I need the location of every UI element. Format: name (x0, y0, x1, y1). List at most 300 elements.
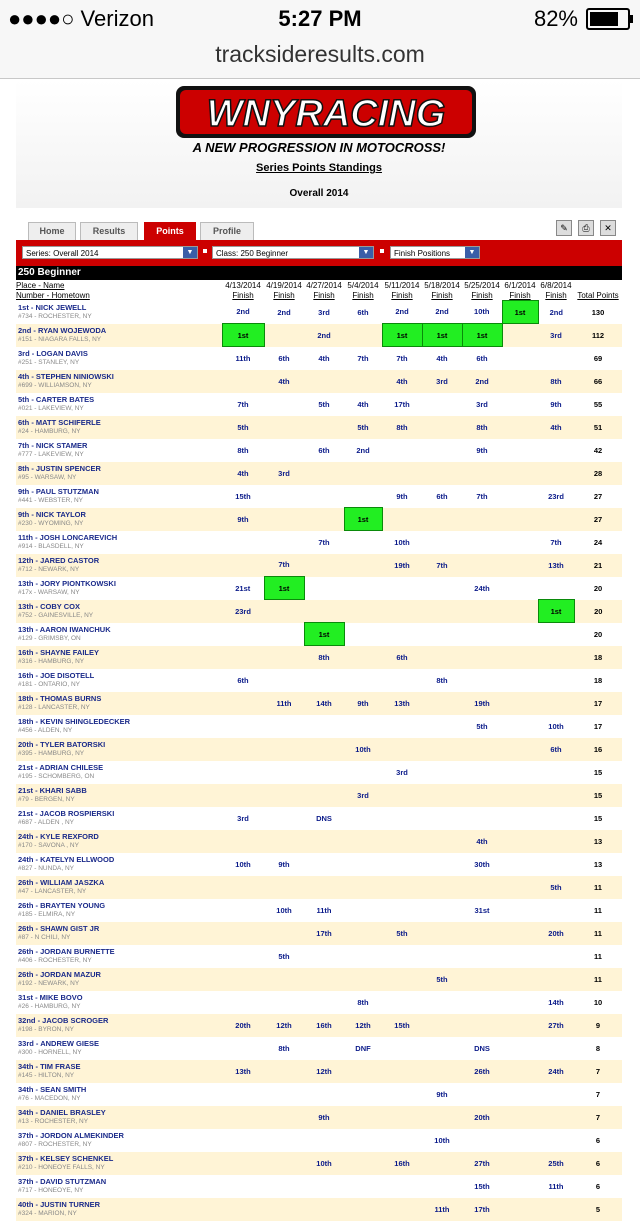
finish-cell: 6th (318, 445, 330, 455)
finish-cell (462, 922, 502, 945)
finish-cell (502, 623, 538, 646)
finish-cell (422, 945, 462, 968)
tab-results[interactable]: Results (80, 222, 138, 241)
finish-cell (502, 1152, 538, 1175)
finish-header[interactable]: Finish (273, 290, 295, 300)
finish-header[interactable]: Finish (391, 290, 413, 300)
finish-cell (344, 370, 382, 393)
finish-cell (304, 738, 344, 761)
excel-icon[interactable]: ✕ (600, 220, 616, 236)
finish-cell (422, 393, 462, 416)
page-content (16, 80, 622, 1217)
finish-cell (382, 991, 422, 1014)
table-row (16, 784, 622, 807)
finish-cell: 20th (462, 1106, 502, 1129)
chevron-down-icon: ▼ (465, 247, 479, 258)
standings-table (16, 280, 622, 1221)
rider-hometown: #24 - HAMBURG, NY (18, 427, 81, 435)
finish-cell (502, 899, 538, 922)
finish-cell: 25th (538, 1152, 574, 1175)
rider-name-link[interactable]: 20th - TYLER BATORSKI (18, 739, 106, 749)
date-header: 6/8/2014 (540, 280, 572, 290)
rider-hometown: #128 - LANCASTER, NY (18, 703, 90, 711)
total-points-cell: 7 (574, 1060, 622, 1083)
rider-cell (16, 738, 222, 761)
finish-cell (502, 669, 538, 692)
rider-hometown: #456 - ALDEN, NY (18, 726, 73, 734)
finish-cell (222, 715, 264, 738)
finish-cell (422, 738, 462, 761)
rider-name-link[interactable]: 26th - JORDAN MAZUR (18, 969, 101, 979)
rider-name-link[interactable]: 13th - COBY COX (18, 601, 80, 611)
finish-cell: 23rd (548, 491, 564, 501)
rider-name-link[interactable]: 9th - PAUL STUTZMAN (18, 486, 99, 496)
rider-name-link[interactable]: 2nd - RYAN WOJEWODA (18, 325, 107, 335)
finish-cell: 9th (476, 445, 488, 455)
finish-cell (382, 945, 422, 968)
finish-cell: 5th (278, 951, 290, 961)
finish-cell (264, 830, 304, 853)
rider-name-link[interactable]: 7th - NICK STAMER (18, 440, 88, 450)
rider-cell (16, 301, 222, 324)
finish-cell: 6th (237, 675, 249, 685)
table-row (16, 1152, 622, 1175)
table-row (16, 1198, 622, 1221)
finish-cell (222, 1083, 264, 1106)
total-points-cell: 13 (574, 830, 622, 853)
rider-name-link[interactable]: 3rd - LOGAN DAVIS (18, 348, 88, 358)
finish-cell (502, 1129, 538, 1152)
table-row (16, 761, 622, 784)
finish-cell: 10th (344, 738, 382, 761)
finish-cell (222, 1198, 264, 1221)
finish-cell: 3rd (396, 767, 408, 777)
finish-cell (422, 991, 462, 1014)
finish-cell: 9th (436, 1089, 448, 1099)
rider-hometown: #752 - GAINESVILLE, NY (18, 611, 94, 619)
finish-cell: 3rd (237, 813, 249, 823)
finish-cell: 4th (382, 370, 422, 393)
finish-cell (538, 807, 574, 830)
finish-cell (538, 761, 574, 784)
page-subtitle[interactable]: Series Points Standings (256, 162, 382, 174)
finish-cell (422, 899, 462, 922)
finish-cell: 8th (357, 997, 369, 1007)
date-header: 4/27/2014 (306, 280, 342, 290)
finish-cell (264, 324, 304, 347)
total-points-cell: 18 (574, 646, 622, 669)
tab-home[interactable]: Home (28, 222, 76, 241)
rider-cell (16, 807, 222, 830)
rider-hometown: #827 - NUNDA, NY (18, 864, 74, 872)
total-points-cell: 28 (574, 462, 622, 485)
finish-cell (264, 968, 304, 991)
rider-hometown: #185 - ELMIRA, NY (18, 910, 76, 918)
finish-cell: 10th (276, 905, 292, 915)
rider-name-link[interactable]: 5th - CARTER BATES (18, 394, 95, 404)
rider-name-link[interactable]: 13th - AARON IWANCHUK (18, 624, 111, 634)
finish-cell: 8th (436, 675, 448, 685)
rider-cell (16, 761, 222, 784)
finish-header[interactable]: Finish (232, 290, 254, 300)
rider-name-link[interactable]: 26th - BRAYTEN YOUNG (18, 900, 106, 910)
total-points-cell: 11 (594, 951, 602, 961)
finish-cell: 3rd (422, 370, 462, 393)
rider-hometown: #734 - ROCHESTER, NY (18, 312, 92, 320)
finish-cell (264, 646, 304, 669)
print-icon[interactable]: ⎙ (578, 220, 594, 236)
finish-cell (502, 1037, 538, 1060)
finish-cell (462, 761, 502, 784)
finish-cell: 2nd (236, 307, 250, 317)
table-row (16, 347, 622, 370)
finish-header[interactable]: Finish (545, 290, 567, 300)
rider-name-link[interactable]: 21st - ADRIAN CHILESE (18, 762, 104, 772)
finish-header[interactable]: Finish (431, 290, 453, 300)
finish-cell (222, 623, 264, 646)
table-row (16, 738, 622, 761)
finish-header[interactable]: Finish (509, 290, 531, 300)
finish-cell (422, 462, 462, 485)
rider-name-link[interactable]: 18th - THOMAS BURNS (18, 693, 102, 703)
finish-cell (264, 761, 304, 784)
finish-cell (502, 600, 538, 623)
rider-hometown: #192 - NEWARK, NY (18, 979, 80, 987)
finish-cell (382, 738, 422, 761)
finish-cell: 5th (538, 876, 574, 899)
toolbar-icons (556, 220, 616, 236)
clock: 5:27 PM (278, 6, 362, 31)
rider-name-link[interactable]: 16th - JOE DISOTELL (18, 670, 95, 680)
finish-cell (222, 876, 264, 899)
rider-hometown: #807 - ROCHESTER, NY (18, 1140, 92, 1148)
rider-name-link[interactable]: 34th - DANIEL BRASLEY (18, 1107, 106, 1117)
rider-cell (16, 393, 222, 416)
rider-name-link[interactable]: 26th - SHAWN GIST JR (18, 923, 100, 933)
finish-cell: 27th (538, 1014, 574, 1037)
finish-cell (502, 1060, 538, 1083)
rider-name-link[interactable]: 21st - KHARI SABB (18, 785, 87, 795)
finish-cell: 16th (382, 1152, 422, 1175)
finish-cell (264, 1129, 304, 1152)
finish-cell (502, 761, 538, 784)
finish-cell (538, 692, 574, 715)
table-row (16, 577, 622, 600)
finish-cell (344, 1152, 382, 1175)
number-hometown-header[interactable]: Number - Hometown (16, 290, 90, 300)
finish-cell (304, 600, 344, 623)
finish-header[interactable]: Finish (313, 290, 335, 300)
finish-cell (538, 577, 574, 600)
finish-cell: 24th (474, 583, 490, 593)
finish-cell: 12th (264, 1014, 304, 1037)
finish-cell (538, 830, 574, 853)
rider-name-link[interactable]: 18th - KEVIN SHINGLEDECKER (18, 716, 131, 726)
total-points-cell: 15 (574, 784, 622, 807)
rider-name-link[interactable]: 31st - MIKE BOVO (18, 992, 83, 1002)
rider-cell (16, 347, 222, 370)
finish-cell: 19th (382, 554, 422, 577)
rider-hometown: #129 - GRIMSBY, ON (18, 634, 81, 642)
total-points-cell: 11 (574, 968, 622, 991)
rider-name-link[interactable]: 40th - JUSTIN TURNER (18, 1199, 101, 1209)
finish-cell (538, 968, 574, 991)
rider-cell (16, 991, 222, 1014)
edit-icon[interactable]: ✎ (556, 220, 572, 236)
finish-cell (502, 968, 538, 991)
finish-cell (502, 646, 538, 669)
total-points-cell: 18 (593, 675, 603, 685)
rider-hometown: #777 - LAKEVIEW, NY (18, 450, 84, 458)
rider-cell (16, 945, 222, 968)
finish-cell (304, 784, 344, 807)
total-points-header[interactable]: Total Points (577, 290, 619, 300)
rider-hometown: #021 - LAKEVIEW, NY (18, 404, 84, 412)
finish-cell: 5th (318, 399, 330, 409)
finish-cell: 4th (222, 462, 264, 485)
rider-name-link[interactable]: 4th - STEPHEN NINIOWSKI (18, 371, 114, 381)
finish-cell: 7th (237, 399, 249, 409)
finish-cell (264, 669, 304, 692)
finish-cell: 1st (538, 600, 574, 623)
finish-cell: 4th (264, 370, 304, 393)
finish-cell (264, 738, 304, 761)
finish-cell (304, 968, 344, 991)
finish-cell (462, 876, 502, 899)
rider-hometown: #79 - BERGEN, NY (18, 795, 75, 803)
finish-cell (382, 1060, 422, 1083)
tab-profile[interactable]: Profile (200, 222, 254, 241)
finish-cell (222, 1037, 264, 1060)
finish-cell (422, 853, 462, 876)
rider-cell (16, 715, 222, 738)
table-row (16, 899, 622, 922)
finish-cell (382, 876, 422, 899)
finish-cell: 8th (462, 416, 502, 439)
finish-cell: 2nd (435, 307, 449, 317)
finish-cell (462, 1129, 502, 1152)
table-row (16, 623, 622, 646)
finish-cell (382, 508, 422, 531)
rider-name-link[interactable]: 33rd - ANDREW GIESE (18, 1038, 99, 1048)
finish-cell: 5th (344, 416, 382, 439)
finish-cell (264, 784, 304, 807)
rider-cell (16, 646, 222, 669)
rider-name-link[interactable]: 26th - JORDAN BURNETTE (18, 946, 115, 956)
rider-name-link[interactable]: 37th - JORDON ALMEKINDER (18, 1130, 124, 1140)
rider-cell (16, 669, 222, 692)
finish-cell: 4th (357, 399, 369, 409)
finish-cell: 2nd (395, 307, 409, 317)
finish-cell (304, 715, 344, 738)
total-points-cell: 10 (593, 997, 603, 1007)
finish-cell (382, 600, 422, 623)
table-row (16, 669, 622, 692)
finish-cell (304, 876, 344, 899)
finish-cell (344, 1106, 382, 1129)
finish-cell: 26th (462, 1060, 502, 1083)
finish-cell (264, 876, 304, 899)
finish-cell: 3rd (264, 462, 304, 485)
finish-cell (538, 439, 574, 462)
finish-cell: 12th (304, 1060, 344, 1083)
table-row (16, 853, 622, 876)
finish-cell (382, 462, 422, 485)
rider-hometown: #717 - HONEOYE, NY (18, 1186, 84, 1194)
rider-hometown: #712 - NEWARK, NY (18, 565, 80, 573)
finish-cell (304, 554, 344, 577)
finish-cell (538, 945, 574, 968)
table-row (16, 1129, 622, 1152)
rider-name-link[interactable]: 16th - SHAYNE FAILEY (18, 647, 99, 657)
finish-cell: 3rd (318, 307, 330, 317)
finish-cell (462, 600, 502, 623)
finish-cell: 10th (548, 721, 564, 731)
finish-cell: 1st (344, 508, 382, 531)
finish-cell: 1st (462, 324, 502, 347)
finish-cell (422, 1152, 462, 1175)
total-points-cell: 11 (574, 922, 622, 945)
rider-name-link[interactable]: 26th - WILLIAM JASZKA (18, 877, 105, 887)
finish-cell (502, 485, 538, 508)
rider-name-link[interactable]: 32nd - JACOB SCROGER (18, 1015, 109, 1025)
finish-cell (502, 508, 538, 531)
total-points-cell: 27 (593, 491, 603, 501)
rider-cell (16, 784, 222, 807)
rider-cell (16, 899, 222, 922)
rider-hometown: #26 - HAMBURG, NY (18, 1002, 81, 1010)
rider-name-link[interactable]: 37th - DAVID STUTZMAN (18, 1176, 107, 1186)
finish-cell (222, 922, 264, 945)
finish-cell: 11th (235, 353, 251, 363)
finish-cell (344, 554, 382, 577)
rider-hometown: #324 - MARION, NY (18, 1209, 77, 1217)
total-points-cell: 55 (593, 399, 603, 409)
finish-cell: 31st (474, 905, 490, 915)
finish-cell (264, 508, 304, 531)
rider-name-link[interactable]: 6th - MATT SCHIFERLE (18, 417, 101, 427)
table-row (16, 1014, 622, 1037)
finish-cell (422, 508, 462, 531)
finish-cell (264, 715, 304, 738)
rider-cell (16, 600, 222, 623)
finish-cell: 6th (382, 646, 422, 669)
finish-cell (344, 1083, 382, 1106)
finish-cell (422, 1175, 462, 1198)
finish-cell (222, 899, 264, 922)
finish-cell (538, 1037, 574, 1060)
finish-cell (344, 646, 382, 669)
finish-header[interactable]: Finish (352, 290, 374, 300)
finish-cell (382, 1037, 422, 1060)
finish-cell (304, 577, 344, 600)
finish-header[interactable]: Finish (471, 290, 493, 300)
rider-cell (16, 1083, 222, 1106)
finish-cell (502, 876, 538, 899)
finish-cell (222, 968, 264, 991)
finish-cell: DNF (355, 1043, 371, 1053)
finish-cell (382, 1129, 422, 1152)
finish-cell (264, 623, 304, 646)
rider-name-link[interactable]: 24th - KATELYN ELLWOOD (18, 854, 115, 864)
total-points-cell: 20 (574, 600, 622, 623)
rider-name-link[interactable]: 11th - JOSH LONCAREVICH (18, 532, 118, 542)
finish-cell (304, 853, 344, 876)
finish-cell (222, 761, 264, 784)
finish-cell: 11th (548, 1181, 564, 1191)
rider-name-link[interactable]: 34th - TIM FRASE (18, 1061, 81, 1071)
finish-cell (538, 784, 574, 807)
finish-cell: 8th (237, 445, 249, 455)
finish-cell (538, 623, 574, 646)
finish-cell (304, 1198, 344, 1221)
finish-cell (344, 324, 382, 347)
finish-cell: 10th (474, 307, 490, 317)
class-select[interactable]: Class: 250 Beginner ▼ (212, 246, 374, 259)
finish-cell: 1st (502, 301, 538, 324)
address-bar[interactable]: tracksideresults.com (0, 40, 640, 79)
bullet-icon (380, 249, 384, 253)
battery-percent: 82% (533, 6, 578, 31)
rider-name-link[interactable]: 24th - KYLE REXFORD (18, 831, 99, 841)
table-row (16, 508, 622, 531)
finish-cell: 5th (422, 968, 462, 991)
rider-name-link[interactable]: 37th - KELSEY SCHENKEL (18, 1153, 114, 1163)
date-header: 5/18/2014 (424, 280, 460, 290)
rider-name-link[interactable]: 9th - NICK TAYLOR (18, 509, 86, 519)
sort-select[interactable]: Finish Positions ▼ (390, 246, 480, 259)
finish-cell: 15th (382, 1014, 422, 1037)
finish-cell (382, 1106, 422, 1129)
rider-name-link[interactable]: 8th - JUSTIN SPENCER (18, 463, 101, 473)
finish-cell (422, 761, 462, 784)
finish-cell (538, 899, 574, 922)
total-points-cell: 11 (574, 876, 622, 899)
finish-cell (462, 531, 502, 554)
rider-cell (16, 1037, 222, 1060)
rider-name-link[interactable]: 13th - JORY PIONTKOWSKI (18, 578, 116, 588)
finish-cell (502, 1014, 538, 1037)
finish-cell: 8th (538, 370, 574, 393)
rider-name-link[interactable]: 21st - JACOB ROSPIERSKI (18, 808, 115, 818)
finish-cell (222, 1152, 264, 1175)
finish-cell (422, 807, 462, 830)
rider-name-link[interactable]: 34th - SEAN SMITH (18, 1084, 87, 1094)
finish-cell (382, 669, 422, 692)
tab-points[interactable]: Points (144, 222, 196, 241)
finish-cell (344, 922, 382, 945)
finish-cell: 15th (474, 1181, 490, 1191)
rider-name-link[interactable]: 1st - NICK JEWELL (18, 302, 87, 312)
chevron-down-icon: ▼ (359, 247, 373, 258)
finish-cell (422, 416, 462, 439)
finish-cell (222, 370, 264, 393)
rider-name-link[interactable]: 12th - JARED CASTOR (18, 555, 100, 565)
finish-cell (502, 807, 538, 830)
finish-cell (538, 1083, 574, 1106)
finish-cell: 9th (344, 692, 382, 715)
place-name-header[interactable]: Place - Name (16, 280, 65, 290)
status-bar (0, 0, 640, 40)
finish-cell (344, 968, 382, 991)
table-row (16, 646, 622, 669)
finish-cell (422, 1037, 462, 1060)
finish-cell (264, 1175, 304, 1198)
series-select[interactable]: Series: Overall 2014 ▼ (22, 246, 198, 259)
finish-cell (502, 715, 538, 738)
finish-cell (382, 1198, 422, 1221)
table-row (16, 968, 622, 991)
